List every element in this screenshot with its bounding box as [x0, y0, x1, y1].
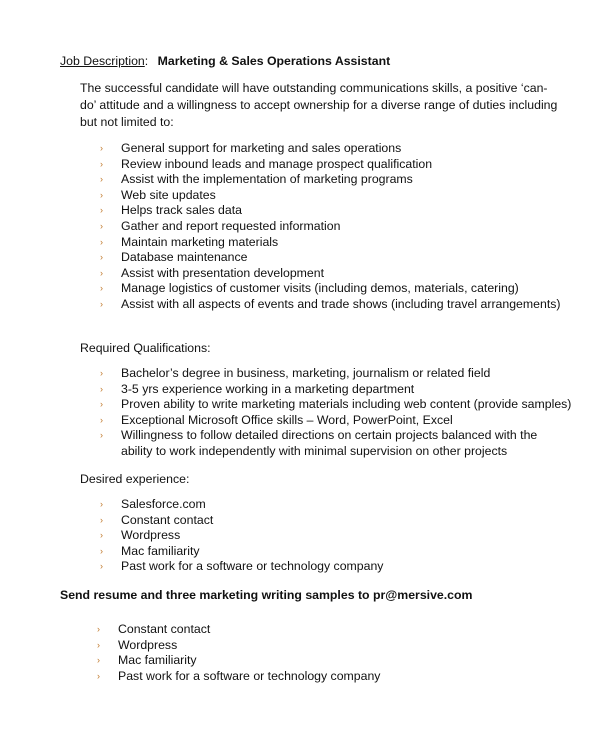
list-item-text: Wordpress [118, 637, 178, 652]
list-item-text: Wordpress [121, 528, 181, 543]
list-item [100, 281, 560, 297]
desired-experience-heading: Desired experience: [80, 472, 190, 486]
bullet-arrow-icon: › [100, 383, 103, 394]
list-item-text: Assist with all aspects of events and trade shows (including travel arrangements) [121, 296, 561, 311]
bullet-arrow-icon: › [100, 298, 103, 309]
list-item [100, 413, 571, 429]
list-item-text: Mac familiarity [118, 653, 197, 668]
list-item [100, 157, 560, 173]
bullet-arrow-icon: › [100, 174, 103, 185]
list-item [97, 638, 380, 654]
list-item-text: Exceptional Microsoft Office skills – Word, PowerPoint, Excel [121, 412, 453, 427]
qualifications-list [100, 366, 571, 460]
list-item [100, 497, 383, 513]
list-item-text: Assist with presentation development [121, 265, 325, 280]
list-item-text: Constant contact [121, 512, 214, 527]
bullet-arrow-icon: › [100, 530, 103, 541]
list-item-text: Database maintenance [121, 250, 248, 265]
list-item-text: Web site updates [121, 187, 216, 202]
qualifications-heading: Required Qualifications: [80, 341, 211, 355]
send-resume-line: Send resume and three marketing writing samples to pr@mersive.com [60, 588, 473, 602]
list-item [100, 266, 560, 282]
list-item-text: Bachelor’s degree in business, marketing, journalism or related field [121, 366, 491, 380]
bullet-arrow-icon: › [100, 205, 103, 216]
list-item [97, 653, 380, 669]
list-item [97, 669, 380, 685]
trailing-experience-list [97, 622, 380, 684]
bullet-arrow-icon: › [100, 368, 103, 378]
bullet-arrow-icon: › [100, 236, 103, 247]
list-item [100, 397, 571, 413]
list-item-text: Past work for a software or technology company [118, 668, 381, 683]
list-item-text: Gather and report requested information [121, 218, 341, 233]
list-item-text: Maintain marketing materials [121, 234, 279, 249]
bullet-arrow-icon: › [100, 283, 103, 294]
list-item [100, 366, 571, 382]
job-description-colon: : [144, 54, 149, 68]
list-item [100, 250, 560, 266]
list-item [97, 622, 380, 638]
list-item [100, 219, 560, 235]
list-item-text: Assist with the implementation of marketing programs [121, 172, 413, 187]
list-item [100, 428, 551, 459]
job-description-label: Job Description [60, 54, 145, 68]
bullet-arrow-icon: › [100, 514, 103, 525]
bullet-arrow-icon: › [100, 399, 103, 410]
list-item-text: 3-5 yrs experience working in a marketing department [121, 381, 415, 396]
list-item [100, 544, 383, 560]
list-item-text: Salesforce.com [121, 497, 206, 511]
bullet-arrow-icon: › [100, 499, 103, 509]
bullet-arrow-icon: › [100, 267, 103, 278]
bullet-arrow-icon: › [100, 143, 103, 153]
bullet-arrow-icon: › [100, 561, 103, 572]
intro-paragraph: The successful candidate will have outstanding communications skills, a positive ‘can-do’ attitude and a willingness to accept ownership for a diverse range of duties including but not limited to: [80, 81, 558, 129]
bullet-arrow-icon: › [100, 252, 103, 263]
bullet-arrow-icon: › [97, 655, 100, 666]
duties-list [100, 141, 560, 313]
list-item [100, 141, 560, 157]
list-item [100, 513, 383, 529]
job-title-line [60, 54, 390, 68]
list-item-text: Mac familiarity [121, 543, 200, 558]
list-item [100, 172, 560, 188]
bullet-arrow-icon: › [100, 189, 103, 200]
bullet-arrow-icon: › [100, 158, 103, 169]
bullet-arrow-icon: › [100, 220, 103, 231]
list-item-text: Constant contact [118, 622, 211, 636]
list-item [100, 559, 383, 575]
list-item-text: General support for marketing and sales operations [121, 141, 402, 155]
bullet-arrow-icon: › [100, 430, 103, 441]
bullet-arrow-icon: › [100, 545, 103, 556]
desired-experience-list [100, 497, 383, 575]
list-item-text: Helps track sales data [121, 203, 242, 218]
job-role-title: Marketing & Sales Operations Assistant [157, 54, 391, 68]
list-item [100, 203, 560, 219]
list-item-text: Review inbound leads and manage prospect qualification [121, 156, 433, 171]
bullet-arrow-icon: › [97, 624, 100, 634]
list-item [100, 188, 560, 204]
list-item-text: Manage logistics of customer visits (including demos, materials, catering) [121, 281, 519, 296]
list-item-text: Willingness to follow detailed directions on certain projects balanced with the ability to work independently with minimal supervision on other projects [121, 428, 538, 458]
list-item [100, 528, 383, 544]
list-item-text: Past work for a software or technology company [121, 559, 384, 574]
bullet-arrow-icon: › [97, 670, 100, 681]
list-item-text: Proven ability to write marketing materials including web content (provide samples) [121, 397, 572, 412]
bullet-arrow-icon: › [100, 414, 103, 425]
list-item [100, 235, 560, 251]
list-item [100, 297, 560, 313]
list-item [100, 382, 571, 398]
bullet-arrow-icon: › [97, 639, 100, 650]
